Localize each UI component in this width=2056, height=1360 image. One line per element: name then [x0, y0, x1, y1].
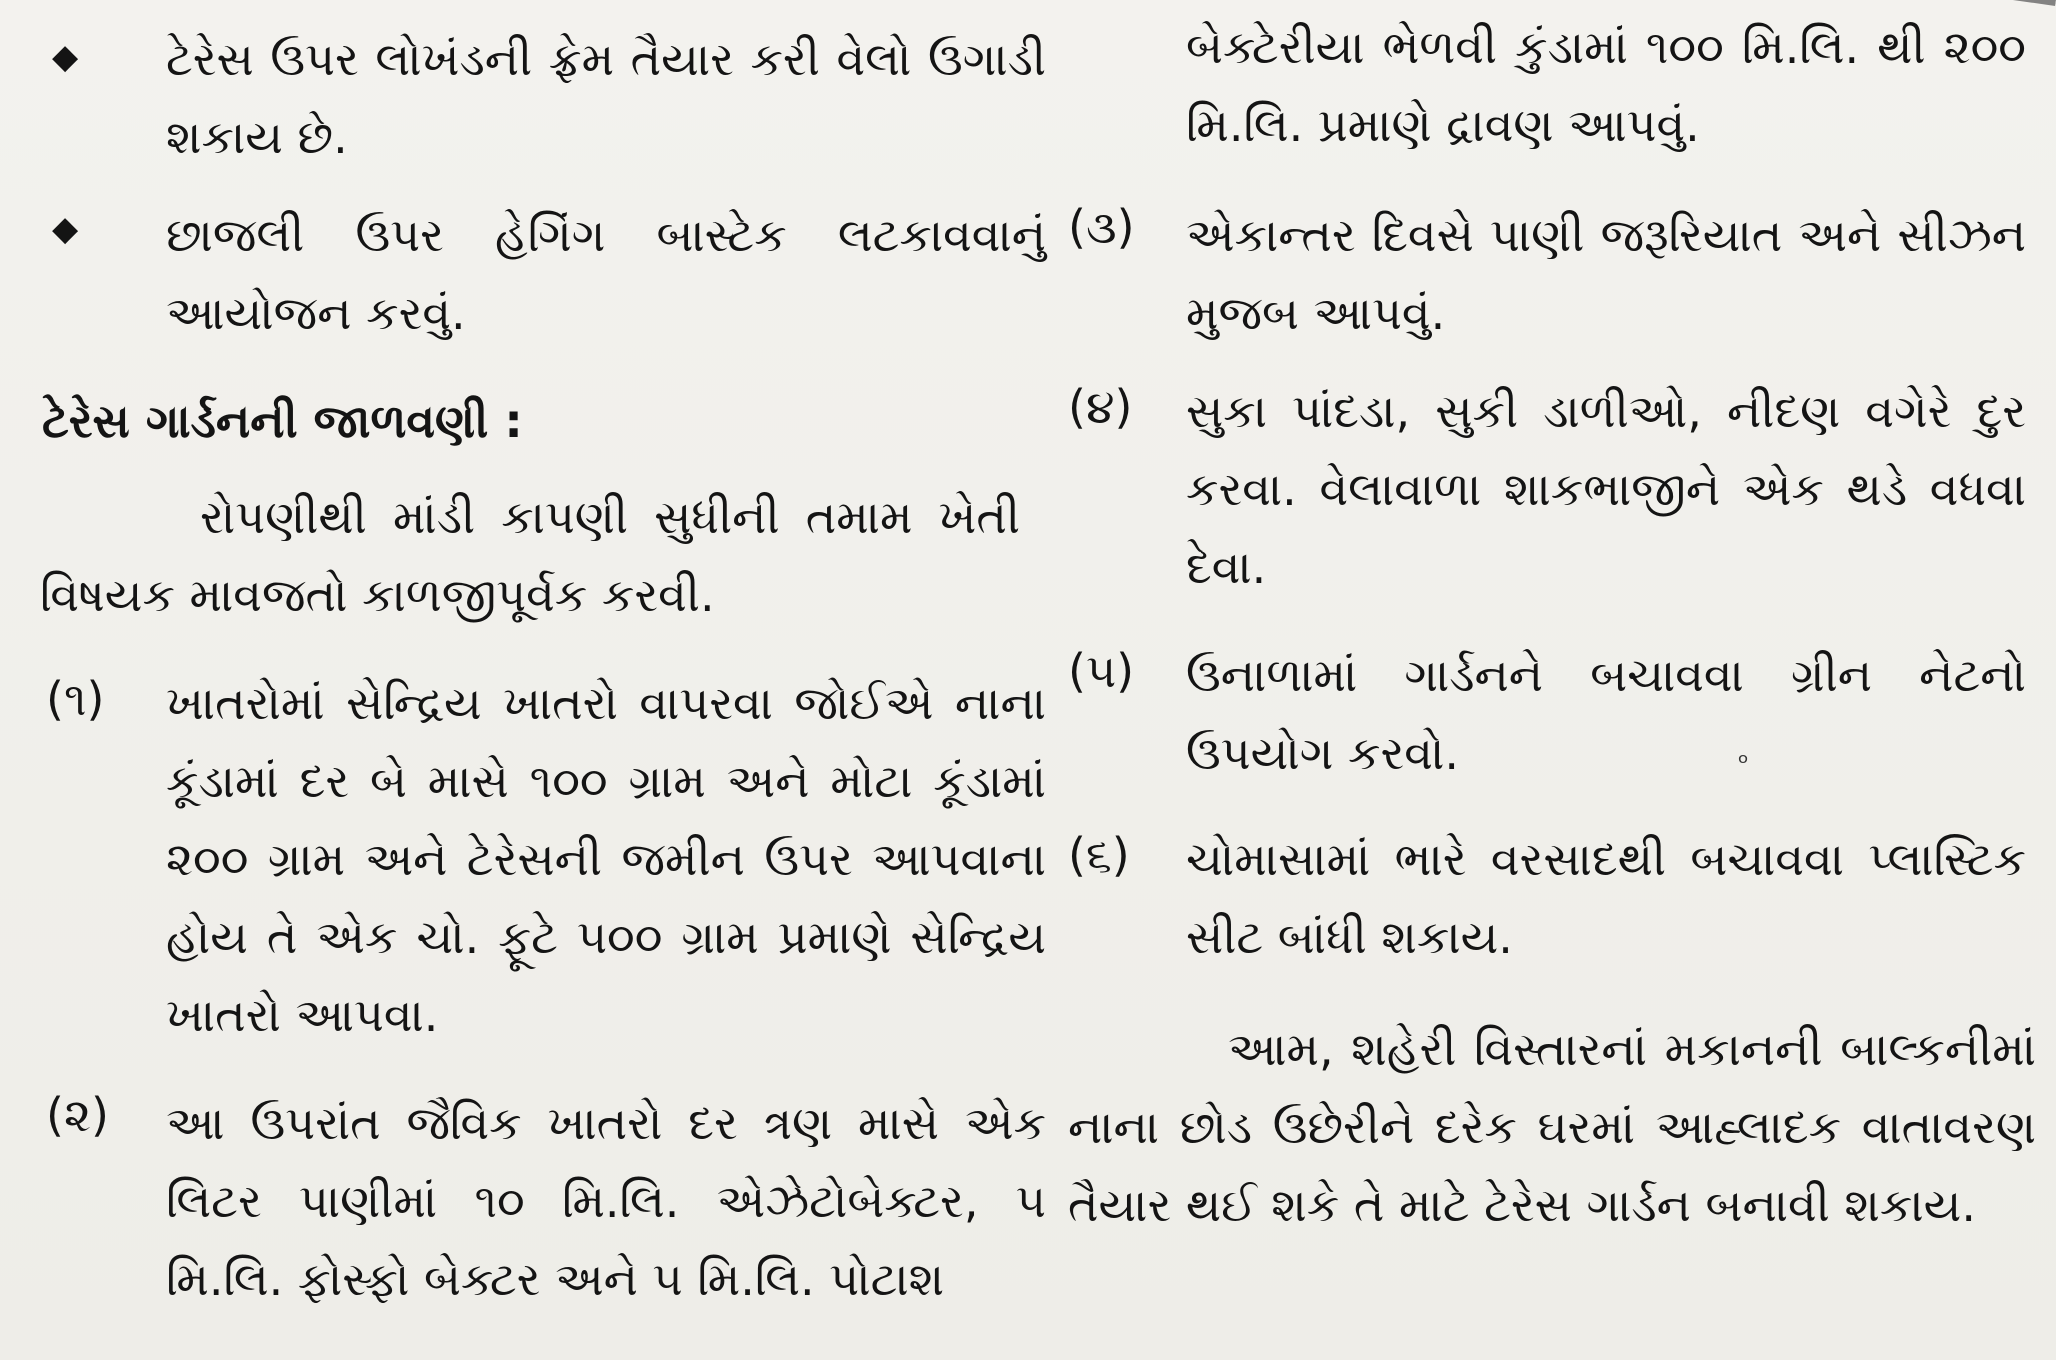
continuation-text: બેક્ટેરીયા ભેળવી કુંડામાં ૧૦૦ મિ.લિ. થી ૨૦૦ મિ.લિ. પ્રમાણે દ્રાવણ આપવું. [1186, 20, 2026, 152]
list-item [1186, 820, 2026, 976]
item-number: (૩) [1068, 200, 1135, 254]
bullet-text-content: ટેરેસ ઉપર લોખંડની ફ્રેમ તૈયાર કરી વેલો ઉગાડી શકાય છે. [166, 32, 1046, 164]
stray-ink-mark: ₒ [1738, 740, 1749, 770]
item-number: (૬) [1068, 828, 1130, 882]
bullet-text [166, 20, 1046, 176]
list-item-text: આ ઉપરાંત જૈવિક ખાતરો દર ત્રણ માસે એક લિટર પાણીમાં ૧૦ મિ.લિ. એઝેટોબેક્ટર, ૫ મિ.લિ. ફોસ્ફો બેક્ટર અને ૫ મિ.લિ. પોટાશ [166, 1096, 1046, 1306]
bullet-marker: ◆ [52, 37, 79, 77]
intro-text: રોપણીથી માંડી કાપણી સુધીની તમામ ખેતી વિષયક માવજતો કાળજીપૂર્વક કરવી. [40, 490, 1020, 622]
item-number: (૫) [1068, 644, 1135, 698]
item-number: (૪) [1068, 380, 1133, 434]
list-item-text: ખાતરોમાં સેન્દ્રિય ખાતરો વાપરવા જોઈએ નાના કૂંડામાં દર બે માસે ૧૦૦ ગ્રામ અને મોટા કૂંડામાં ૨૦૦ ગ્રામ અને ટેરેસની જમીન ઉપર આપવાના હોય તે એક ચો. ફૂટે ૫૦૦ ગ્રામ પ્રમાણે સેન્દ્રિય ખાતરો આપવા. [166, 676, 1046, 1042]
list-item-text: સુકા પાંદડા, સુકી ડાળીઓ, નીદણ વગેરે દુર કરવા. વેલાવાળા શાકભાજીને એક થડે વધવા દેવા. [1186, 384, 2026, 594]
list-item-text: ઉનાળામાં ગાર્ડનને બચાવવા ગ્રીન નેટનો ઉપયોગ કરવો. [1186, 648, 2026, 780]
list-item [166, 664, 1046, 1054]
conclusion-paragraph [1068, 1010, 2036, 1244]
item-number: (૨) [46, 1088, 109, 1142]
list-item [166, 1084, 1046, 1318]
list-item [1186, 372, 2026, 606]
list-item [1186, 196, 2026, 352]
bullet-marker: ◆ [52, 209, 79, 249]
intro-paragraph [40, 478, 1020, 634]
section-heading: ટેરેસ ગાર્ડનની જાળવણી : [42, 394, 523, 448]
conclusion-text: આમ, શહેરી વિસ્તારનાં મકાનની બાલ્કનીમાં નાના છોડ ઉછેરીને દરેક ઘરમાં આહ્લાદક વાતાવરણ તૈયાર થઈ શકે તે માટે ટેરેસ ગાર્ડન બનાવી શકાય. [1068, 1022, 2036, 1232]
list-item-text: ચોમાસામાં ભારે વરસાદથી બચાવવા પ્લાસ્ટિક સીટ બાંધી શકાય. [1186, 832, 2026, 964]
bullet-text-content: છાજલી ઉપર હેગિંગ બાસ્ટેક લટકાવવાનું આયોજન કરવું. [166, 208, 1046, 340]
bullet-text [166, 196, 1046, 352]
continuation-paragraph [1186, 8, 2026, 164]
item-number: (૧) [46, 672, 105, 726]
list-item [1186, 636, 2026, 792]
list-item-text: એકાન્તર દિવસે પાણી જરૂરિયાત અને સીઝન મુજબ આપવું. [1186, 208, 2026, 340]
